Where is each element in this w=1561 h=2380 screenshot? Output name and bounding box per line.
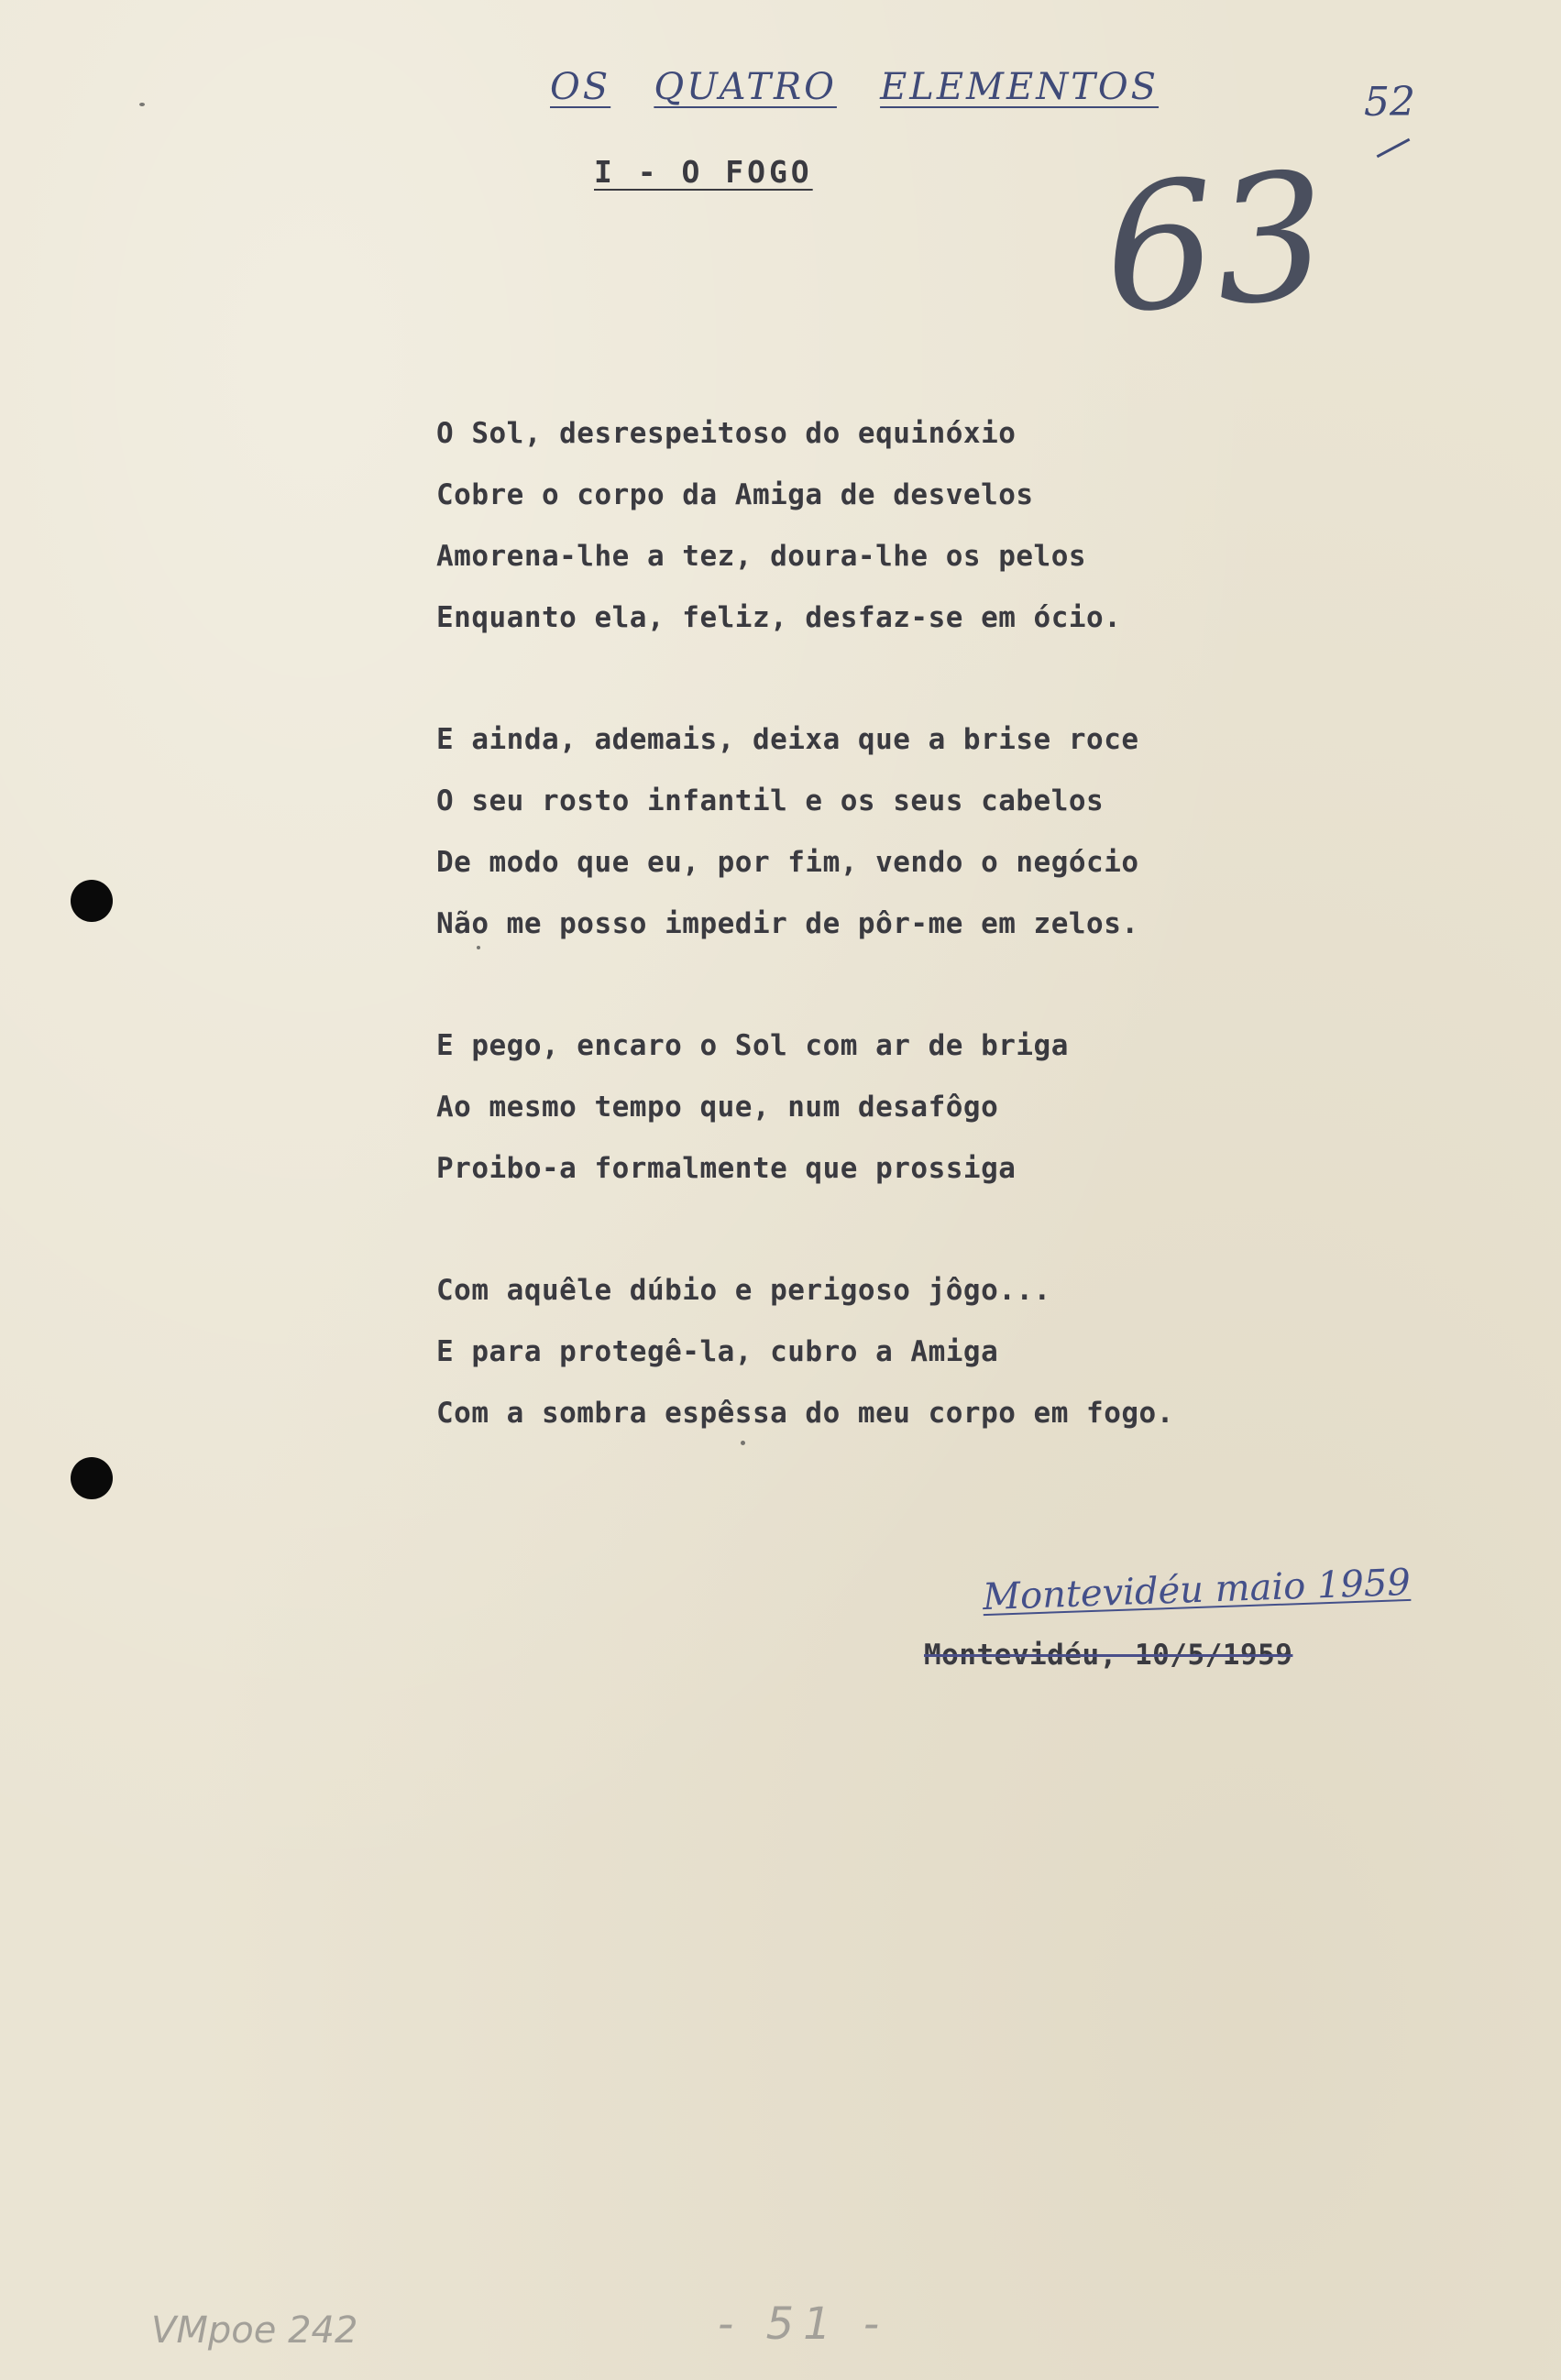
poem-line: O seu rosto infantil e os seus cabelos xyxy=(436,784,1105,817)
poem-line: Não me posso impedir de pôr-me em zelos. xyxy=(436,907,1139,940)
title-word-2: QUATRO xyxy=(654,66,837,108)
title-word-3: ELEMENTOS xyxy=(880,66,1160,108)
poem-line: Ao mesmo tempo que, num desafôgo xyxy=(436,1091,999,1124)
archive-number: 63 xyxy=(1097,134,1334,353)
stanza-1 xyxy=(436,403,1261,649)
poem-line: Com aquêle dúbio e perigoso jôgo... xyxy=(436,1274,1051,1307)
folio-underline xyxy=(1377,138,1411,158)
ink-speck xyxy=(139,103,145,106)
punch-hole xyxy=(71,1457,113,1499)
ink-speck xyxy=(741,1441,745,1445)
poem-line: Cobre o corpo da Amiga de desvelos xyxy=(436,478,1034,511)
poem-line: O Sol, desrespeitoso do equinóxio xyxy=(436,417,1017,450)
poem-line: Enquanto ela, feliz, desfaz-se em ócio. xyxy=(436,601,1122,634)
poem-title xyxy=(550,66,1159,108)
folio-number: 52 xyxy=(1364,79,1415,126)
poem-line: E pego, encaro o Sol com ar de briga xyxy=(436,1029,1069,1062)
poem-line: Amorena-lhe a tez, doura-lhe os pelos xyxy=(436,540,1087,573)
stanza-2 xyxy=(436,709,1261,955)
ink-speck xyxy=(477,946,480,949)
stanza-4 xyxy=(436,1260,1261,1444)
handwritten-place-date: Montevidéu maio 1959 xyxy=(982,1561,1412,1619)
typed-place-date: Montevidéu, 10/5/1959 xyxy=(924,1639,1293,1672)
page-number: - 51 - xyxy=(718,2298,889,2350)
poem-line: E para protegê-la, cubro a Amiga xyxy=(436,1335,999,1368)
poem-line: E ainda, ademais, deixa que a brise roce xyxy=(436,723,1139,756)
title-word-1: OS xyxy=(550,66,611,108)
poem-body xyxy=(436,403,1261,1505)
poem-line: Proibo-a formalmente que prossiga xyxy=(436,1152,1017,1185)
punch-hole xyxy=(71,880,113,922)
poem-subtitle: I - O FOGO xyxy=(594,154,813,190)
archive-note: VMpoe 242 xyxy=(151,2309,358,2352)
stanza-3 xyxy=(436,1015,1261,1200)
poem-line: Com a sombra espêssa do meu corpo em fogo. xyxy=(436,1397,1174,1430)
poem-line: De modo que eu, por fim, vendo o negócio xyxy=(436,846,1139,879)
